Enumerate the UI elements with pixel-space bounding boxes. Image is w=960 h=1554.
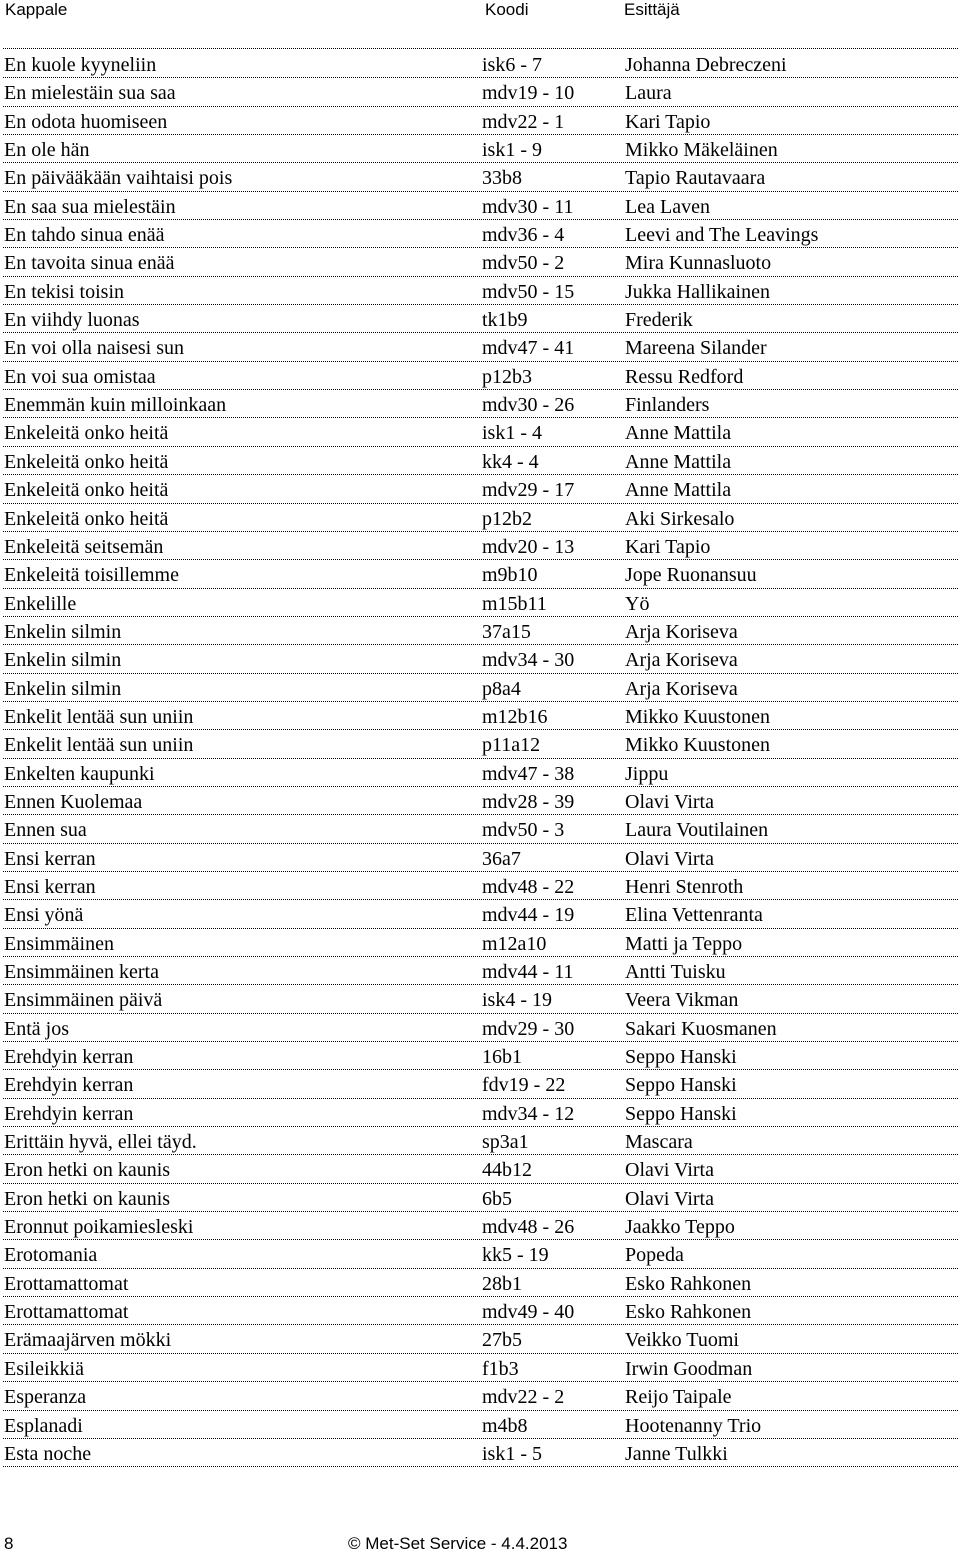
row-title: Enkelit lentää sun uniin bbox=[4, 705, 194, 728]
row-code: mdv34 - 30 bbox=[482, 649, 575, 672]
row-artist: Anne Mattila bbox=[625, 479, 732, 502]
table-row bbox=[3, 759, 958, 787]
row-code: mdv22 - 2 bbox=[482, 1386, 565, 1409]
row-code: m12a10 bbox=[482, 932, 547, 955]
row-artist: Veera Vikman bbox=[625, 989, 739, 1012]
table-row bbox=[3, 1042, 958, 1070]
row-title: Enkeleitä seitsemän bbox=[4, 535, 164, 558]
table-row bbox=[3, 1354, 958, 1382]
row-title: En mielestäin sua saa bbox=[4, 82, 176, 105]
row-artist: Matti ja Teppo bbox=[625, 932, 743, 955]
row-code: m12b16 bbox=[482, 705, 548, 728]
row-code: 27b5 bbox=[482, 1329, 522, 1352]
row-title: En tahdo sinua enää bbox=[4, 224, 165, 247]
row-code: m4b8 bbox=[482, 1414, 528, 1437]
table-row bbox=[3, 560, 958, 588]
row-artist: Leevi and The Leavings bbox=[625, 224, 819, 247]
row-code: isk4 - 19 bbox=[482, 989, 552, 1012]
row-artist: Esko Rahkonen bbox=[625, 1301, 752, 1324]
table-row bbox=[3, 589, 958, 617]
row-artist: Lea Laven bbox=[625, 195, 710, 218]
row-artist: Jope Ruonansuu bbox=[625, 564, 757, 587]
row-title: Ensi kerran bbox=[4, 847, 96, 870]
table-row bbox=[3, 192, 958, 220]
row-title: Enkeleitä onko heitä bbox=[4, 422, 169, 445]
row-title: Enkelin silmin bbox=[4, 620, 122, 643]
row-title: Ensimmäinen kerta bbox=[4, 961, 159, 983]
table-row bbox=[3, 532, 958, 560]
table-row bbox=[3, 504, 958, 532]
table-row bbox=[3, 702, 958, 730]
table-row bbox=[3, 277, 958, 305]
table-row bbox=[3, 957, 958, 985]
table-row bbox=[3, 1297, 958, 1325]
row-code: mdv50 - 2 bbox=[482, 252, 565, 275]
row-code: 33b8 bbox=[482, 167, 522, 190]
copyright-text: © Met-Set Service - 4.4.2013 bbox=[348, 1534, 568, 1553]
row-artist: Anne Mattila bbox=[625, 450, 732, 473]
row-title: Esplanadi bbox=[4, 1414, 83, 1437]
row-title: Enkelit lentää sun uniin bbox=[4, 734, 194, 757]
row-artist: Henri Stenroth bbox=[625, 875, 744, 898]
row-code: mdv19 - 10 bbox=[482, 82, 575, 105]
row-code: mdv34 - 12 bbox=[482, 1102, 575, 1125]
row-artist: Jaakko Teppo bbox=[625, 1216, 735, 1239]
table-row bbox=[3, 1240, 958, 1268]
row-title: Erottamattomat bbox=[4, 1272, 129, 1295]
row-code: mdv44 - 19 bbox=[482, 904, 575, 927]
header-title: Kappale bbox=[5, 0, 68, 19]
row-title: Enkeleitä onko heitä bbox=[4, 479, 169, 502]
table-row bbox=[3, 1411, 958, 1439]
row-artist: Janne Tulkki bbox=[625, 1442, 728, 1465]
row-title: Esileikkiä bbox=[4, 1357, 84, 1380]
row-title: Eron hetki on kaunis bbox=[4, 1159, 171, 1182]
row-artist: Veikko Tuomi bbox=[625, 1329, 739, 1352]
row-artist: Seppo Hanski bbox=[625, 1102, 737, 1125]
row-code: m15b11 bbox=[482, 592, 547, 615]
column-header bbox=[0, 0, 960, 22]
row-artist: Mascara bbox=[625, 1131, 693, 1154]
table-row bbox=[3, 135, 958, 163]
table-row bbox=[3, 844, 958, 872]
table-row bbox=[3, 220, 958, 248]
table-row bbox=[3, 730, 958, 758]
row-artist: Elina Vettenranta bbox=[625, 904, 763, 927]
row-artist: Mikko Mäkeläinen bbox=[625, 139, 778, 162]
table-row bbox=[3, 418, 958, 446]
table-row bbox=[3, 1127, 958, 1155]
table-row bbox=[3, 929, 958, 957]
row-title: En viihdy luonas bbox=[4, 309, 140, 332]
row-artist: Johanna Debreczeni bbox=[625, 54, 787, 76]
table-row bbox=[3, 872, 958, 900]
row-code: m9b10 bbox=[482, 564, 538, 587]
row-code: fdv19 - 22 bbox=[482, 1074, 566, 1097]
row-title: Erehdyin kerran bbox=[4, 1074, 134, 1097]
row-title: Ennen sua bbox=[4, 819, 87, 842]
row-title: En ole hän bbox=[4, 139, 90, 162]
table-row bbox=[3, 1269, 958, 1297]
row-title: Enkelin silmin bbox=[4, 649, 122, 672]
row-title: En päivääkään vaihtaisi pois bbox=[4, 167, 233, 190]
row-title: Enkelille bbox=[4, 592, 77, 615]
row-title: Enkelten kaupunki bbox=[4, 762, 155, 785]
row-artist: Yö bbox=[625, 592, 650, 615]
row-artist: Olavi Virta bbox=[625, 847, 714, 870]
row-title: Esperanza bbox=[4, 1386, 87, 1409]
row-code: mdv30 - 11 bbox=[482, 195, 574, 218]
row-code: isk6 - 7 bbox=[482, 54, 542, 76]
row-code: mdv29 - 17 bbox=[482, 479, 575, 502]
header-code: Koodi bbox=[485, 0, 529, 19]
row-title: Enkeleitä onko heitä bbox=[4, 450, 169, 473]
row-artist: Reijo Taipale bbox=[625, 1386, 732, 1409]
row-artist: Irwin Goodman bbox=[625, 1357, 753, 1380]
row-code: mdv36 - 4 bbox=[482, 224, 565, 247]
row-artist: Hootenanny Trio bbox=[625, 1414, 762, 1437]
row-artist: Arja Koriseva bbox=[625, 677, 738, 700]
row-artist: Kari Tapio bbox=[625, 110, 711, 133]
row-title: Esta noche bbox=[4, 1442, 92, 1465]
row-title: En tekisi toisin bbox=[4, 280, 124, 303]
row-artist: Popeda bbox=[625, 1244, 684, 1267]
table-row bbox=[3, 248, 958, 276]
row-title: Eronnut poikamiesleski bbox=[4, 1216, 194, 1239]
table-row bbox=[3, 1155, 958, 1183]
row-code: f1b3 bbox=[482, 1357, 519, 1380]
table-row bbox=[3, 787, 958, 815]
row-code: sp3a1 bbox=[482, 1131, 529, 1154]
row-title: En voi olla naisesi sun bbox=[4, 337, 184, 360]
table-row bbox=[3, 900, 958, 928]
header-divider bbox=[3, 48, 958, 49]
row-code: p11a12 bbox=[482, 734, 541, 757]
row-artist: Mikko Kuustonen bbox=[625, 734, 770, 757]
row-artist: Arja Koriseva bbox=[625, 620, 738, 643]
row-title: En kuole kyyneliin bbox=[4, 54, 157, 76]
row-code: 28b1 bbox=[482, 1272, 522, 1295]
table-row bbox=[3, 107, 958, 135]
row-code: mdv48 - 26 bbox=[482, 1216, 575, 1239]
row-title: Ensi kerran bbox=[4, 875, 96, 898]
row-artist: Seppo Hanski bbox=[625, 1074, 737, 1097]
table-row bbox=[3, 1212, 958, 1240]
row-title: En odota huomiseen bbox=[4, 110, 168, 133]
table-row bbox=[3, 1382, 958, 1410]
table-row bbox=[3, 1014, 958, 1042]
row-title: Erittäin hyvä, ellei täyd. bbox=[4, 1131, 197, 1154]
row-title: Ensi yönä bbox=[4, 904, 84, 927]
table-row bbox=[3, 50, 958, 78]
table-row bbox=[3, 78, 958, 106]
row-code: mdv50 - 3 bbox=[482, 819, 565, 842]
row-artist: Kari Tapio bbox=[625, 535, 711, 558]
row-title: En saa sua mielestäin bbox=[4, 195, 176, 218]
row-title: Entä jos bbox=[4, 1017, 69, 1040]
table-row bbox=[3, 617, 958, 645]
row-code: 36a7 bbox=[482, 847, 521, 870]
row-code: isk1 - 4 bbox=[482, 422, 542, 445]
table-row bbox=[3, 645, 958, 673]
page-footer bbox=[0, 1532, 960, 1554]
table-row bbox=[3, 333, 958, 361]
row-title: En voi sua omistaa bbox=[4, 365, 156, 388]
page-number: 8 bbox=[4, 1534, 14, 1553]
row-artist: Antti Tuisku bbox=[625, 961, 726, 983]
row-artist: Aki Sirkesalo bbox=[625, 507, 735, 530]
row-code: 16b1 bbox=[482, 1046, 522, 1069]
row-code: 44b12 bbox=[482, 1159, 532, 1182]
row-artist: Esko Rahkonen bbox=[625, 1272, 752, 1295]
table-row bbox=[3, 475, 958, 503]
table-row bbox=[3, 362, 958, 390]
row-artist: Anne Mattila bbox=[625, 422, 732, 445]
row-title: Erehdyin kerran bbox=[4, 1102, 134, 1125]
row-code: kk4 - 4 bbox=[482, 450, 539, 473]
row-code: 37a15 bbox=[482, 620, 531, 643]
row-artist: Tapio Rautavaara bbox=[625, 167, 766, 190]
row-artist: Olavi Virta bbox=[625, 1187, 714, 1210]
row-code: mdv20 - 13 bbox=[482, 535, 575, 558]
row-code: p12b2 bbox=[482, 507, 532, 530]
row-code: p12b3 bbox=[482, 365, 532, 388]
row-title: Erottamattomat bbox=[4, 1301, 129, 1324]
row-artist: Finlanders bbox=[625, 394, 710, 417]
table-row bbox=[3, 815, 958, 843]
row-artist: Laura Voutilainen bbox=[625, 819, 769, 842]
row-title: En tavoita sinua enää bbox=[4, 252, 175, 275]
row-title: Erehdyin kerran bbox=[4, 1046, 134, 1069]
table-row bbox=[3, 390, 958, 418]
row-code: tk1b9 bbox=[482, 309, 528, 332]
song-list bbox=[0, 50, 960, 1467]
row-code: mdv50 - 15 bbox=[482, 280, 575, 303]
row-code: 6b5 bbox=[482, 1187, 512, 1210]
row-code: p8a4 bbox=[482, 677, 521, 700]
table-row bbox=[3, 1184, 958, 1212]
table-row bbox=[3, 674, 958, 702]
table-row bbox=[3, 985, 958, 1013]
row-artist: Mareena Silander bbox=[625, 337, 767, 360]
row-artist: Seppo Hanski bbox=[625, 1046, 737, 1069]
row-title: Ennen Kuolemaa bbox=[4, 790, 143, 813]
table-row bbox=[3, 1070, 958, 1098]
row-artist: Mira Kunnasluoto bbox=[625, 252, 772, 275]
row-title: Ensimmäinen bbox=[4, 932, 114, 955]
row-code: mdv22 - 1 bbox=[482, 110, 565, 133]
row-artist: Sakari Kuosmanen bbox=[625, 1017, 777, 1040]
row-code: isk1 - 9 bbox=[482, 139, 542, 162]
row-code: mdv48 - 22 bbox=[482, 875, 575, 898]
row-artist: Jippu bbox=[625, 762, 669, 785]
row-code: mdv30 - 26 bbox=[482, 394, 575, 417]
header-artist: Esittäjä bbox=[624, 0, 680, 19]
row-artist: Jukka Hallikainen bbox=[625, 280, 770, 303]
row-code: mdv29 - 30 bbox=[482, 1017, 575, 1040]
row-code: mdv47 - 41 bbox=[482, 337, 575, 360]
row-title: Enemmän kuin milloinkaan bbox=[4, 394, 227, 417]
row-title: Enkeleitä onko heitä bbox=[4, 507, 169, 530]
table-row bbox=[3, 305, 958, 333]
row-title: Enkelin silmin bbox=[4, 677, 122, 700]
row-title: Enkeleitä toisillemme bbox=[4, 564, 179, 587]
row-title: Ensimmäinen päivä bbox=[4, 989, 163, 1012]
row-code: mdv49 - 40 bbox=[482, 1301, 575, 1324]
row-artist: Ressu Redford bbox=[625, 365, 744, 388]
row-code: mdv47 - 38 bbox=[482, 762, 575, 785]
row-code: kk5 - 19 bbox=[482, 1244, 549, 1267]
row-title: Erotomania bbox=[4, 1244, 98, 1267]
table-row bbox=[3, 1099, 958, 1127]
table-row bbox=[3, 163, 958, 191]
row-code: mdv44 - 11 bbox=[482, 961, 574, 983]
row-code: isk1 - 5 bbox=[482, 1442, 542, 1465]
row-artist: Mikko Kuustonen bbox=[625, 705, 770, 728]
table-row bbox=[3, 447, 958, 475]
row-artist: Olavi Virta bbox=[625, 1159, 714, 1182]
row-code: mdv28 - 39 bbox=[482, 790, 575, 813]
row-artist: Frederik bbox=[625, 309, 693, 332]
row-artist: Laura bbox=[625, 82, 672, 105]
row-title: Erämaajärven mökki bbox=[4, 1329, 172, 1352]
table-row bbox=[3, 1325, 958, 1353]
table-row bbox=[3, 1439, 958, 1467]
row-artist: Olavi Virta bbox=[625, 790, 714, 813]
row-artist: Arja Koriseva bbox=[625, 649, 738, 672]
row-title: Eron hetki on kaunis bbox=[4, 1187, 171, 1210]
